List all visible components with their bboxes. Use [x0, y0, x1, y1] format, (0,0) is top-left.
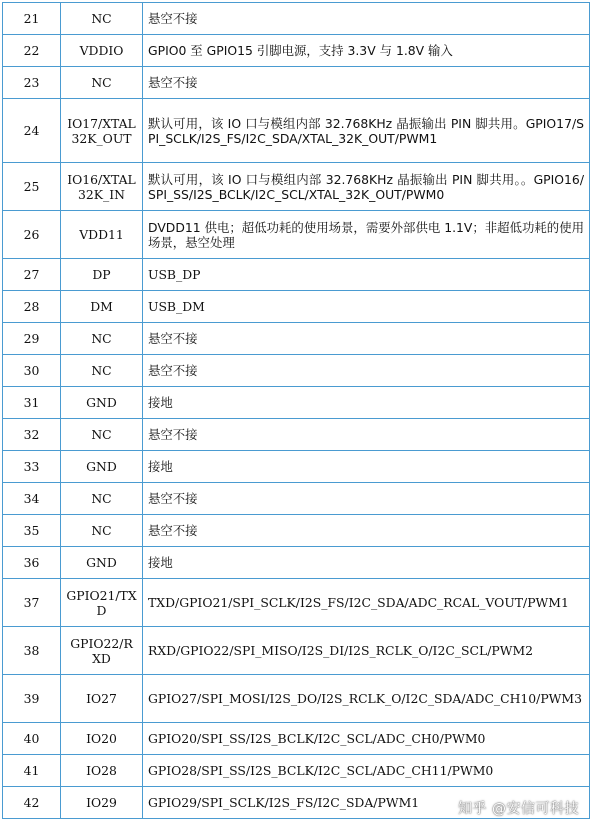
pin-name: GND — [61, 387, 143, 419]
pin-name: NC — [61, 323, 143, 355]
pin-number: 39 — [3, 675, 61, 723]
table-row — [3, 547, 590, 579]
table-row — [3, 723, 590, 755]
pin-name: VDD11 — [61, 211, 143, 259]
table-row — [3, 515, 590, 547]
pin-description: 悬空不接 — [143, 483, 590, 515]
pin-description: 默认可用，该 IO 口与模组内部 32.768KHz 晶振输出 PIN 脚共用。GPIO17/SPI_SCLK/I2S_FS/I2C_SDA/XTAL_32K_OUT/PWM1 — [143, 99, 590, 163]
pin-number: 26 — [3, 211, 61, 259]
pin-number: 23 — [3, 67, 61, 99]
pin-name: NC — [61, 419, 143, 451]
pin-description: 悬空不接 — [143, 419, 590, 451]
table-row — [3, 355, 590, 387]
table-row — [3, 211, 590, 259]
pin-number: 25 — [3, 163, 61, 211]
table-row — [3, 163, 590, 211]
pin-number: 41 — [3, 755, 61, 787]
pin-description: 接地 — [143, 451, 590, 483]
pin-name: IO28 — [61, 755, 143, 787]
table-row — [3, 35, 590, 67]
pin-name: GND — [61, 547, 143, 579]
pin-number: 40 — [3, 723, 61, 755]
pin-number: 21 — [3, 3, 61, 35]
pin-name: IO29 — [61, 787, 143, 819]
pin-number: 24 — [3, 99, 61, 163]
pin-name: GPIO21/TXD — [61, 579, 143, 627]
table-row — [3, 67, 590, 99]
pin-number: 32 — [3, 419, 61, 451]
pin-description: 接地 — [143, 547, 590, 579]
pin-number: 27 — [3, 259, 61, 291]
pin-table-body — [3, 3, 590, 819]
pin-name: NC — [61, 67, 143, 99]
zhihu-watermark: 知乎 @安信可科技 — [458, 801, 579, 817]
pin-name: IO16/XTAL32K_IN — [61, 163, 143, 211]
pin-number: 35 — [3, 515, 61, 547]
pin-number: 29 — [3, 323, 61, 355]
pin-description: USB_DM — [143, 291, 590, 323]
pin-description: 接地 — [143, 387, 590, 419]
pin-description: GPIO20/SPI_SS/I2S_BCLK/I2C_SCL/ADC_CH0/PWM0 — [143, 723, 590, 755]
pin-description: 悬空不接 — [143, 515, 590, 547]
table-row — [3, 323, 590, 355]
pin-number: 31 — [3, 387, 61, 419]
pin-number: 34 — [3, 483, 61, 515]
pin-description: 悬空不接 — [143, 67, 590, 99]
pin-number: 38 — [3, 627, 61, 675]
pin-name: IO27 — [61, 675, 143, 723]
pin-name: IO17/XTAL32K_OUT — [61, 99, 143, 163]
pin-number: 30 — [3, 355, 61, 387]
table-row — [3, 3, 590, 35]
table-row — [3, 451, 590, 483]
table-row — [3, 755, 590, 787]
pin-number: 22 — [3, 35, 61, 67]
table-row — [3, 483, 590, 515]
pin-number: 42 — [3, 787, 61, 819]
pin-description: USB_DP — [143, 259, 590, 291]
pin-name: NC — [61, 483, 143, 515]
table-row — [3, 259, 590, 291]
table-row — [3, 579, 590, 627]
table-row — [3, 291, 590, 323]
pin-table-page — [2, 2, 590, 819]
pin-description: GPIO29/SPI_SCLK/I2S_FS/I2C_SDA/PWM1 — [143, 787, 590, 819]
pin-description: 悬空不接 — [143, 355, 590, 387]
pin-name: NC — [61, 3, 143, 35]
table-row — [3, 627, 590, 675]
pin-description: 默认可用，该 IO 口与模组内部 32.768KHz 晶振输出 PIN 脚共用。。GPIO16/SPI_SS/I2S_BCLK/I2C_SCL/XTAL_32K_OUT/PWM0 — [143, 163, 590, 211]
pin-description: GPIO28/SPI_SS/I2S_BCLK/I2C_SCL/ADC_CH11/PWM0 — [143, 755, 590, 787]
pin-name: GPIO22/RXD — [61, 627, 143, 675]
table-row — [3, 99, 590, 163]
table-row — [3, 387, 590, 419]
pin-description: 悬空不接 — [143, 3, 590, 35]
pin-name: VDDIO — [61, 35, 143, 67]
table-row — [3, 419, 590, 451]
pin-name: DP — [61, 259, 143, 291]
pin-description: DVDD11 供电；超低功耗的使用场景，需要外部供电 1.1V；非超低功耗的使用场景，悬空处理 — [143, 211, 590, 259]
pin-name: NC — [61, 355, 143, 387]
pin-name: IO20 — [61, 723, 143, 755]
pin-number: 36 — [3, 547, 61, 579]
pin-description: GPIO27/SPI_MOSI/I2S_DO/I2S_RCLK_O/I2C_SDA/ADC_CH10/PWM3 — [143, 675, 590, 723]
pin-name: GND — [61, 451, 143, 483]
pin-name: NC — [61, 515, 143, 547]
pin-description: TXD/GPIO21/SPI_SCLK/I2S_FS/I2C_SDA/ADC_RCAL_VOUT/PWM1 — [143, 579, 590, 627]
pin-description: 悬空不接 — [143, 323, 590, 355]
pin-number: 33 — [3, 451, 61, 483]
pin-number: 28 — [3, 291, 61, 323]
pin-definition-table — [2, 2, 590, 819]
pin-description: RXD/GPIO22/SPI_MISO/I2S_DI/I2S_RCLK_O/I2C_SCL/PWM2 — [143, 627, 590, 675]
pin-name: DM — [61, 291, 143, 323]
pin-description: GPIO0 至 GPIO15 引脚电源，支持 3.3V 与 1.8V 输入 — [143, 35, 590, 67]
table-row — [3, 675, 590, 723]
pin-number: 37 — [3, 579, 61, 627]
